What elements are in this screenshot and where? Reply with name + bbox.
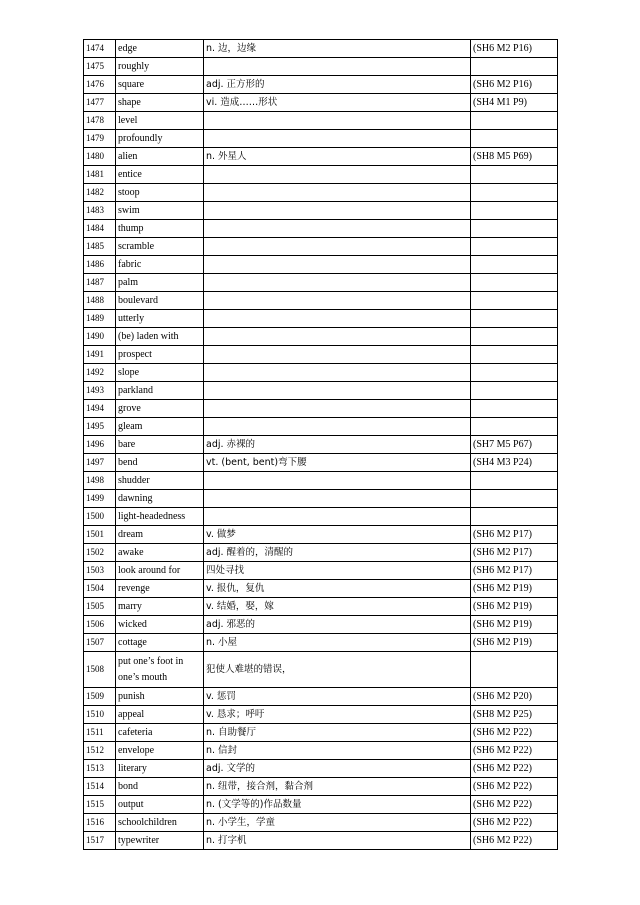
chinese-definition (204, 364, 471, 382)
table-row (84, 310, 558, 328)
table-row (84, 454, 558, 472)
entry-number: 1486 (84, 256, 116, 274)
english-word: wicked (116, 616, 204, 634)
textbook-source: (SH6 M2 P22) (471, 724, 558, 742)
textbook-source (471, 58, 558, 76)
table-row (84, 472, 558, 490)
textbook-source: (SH8 M2 P25) (471, 706, 558, 724)
chinese-definition: n. 信封 (204, 742, 471, 760)
table-row (84, 724, 558, 742)
textbook-source: (SH6 M2 P16) (471, 76, 558, 94)
table-row (84, 706, 558, 724)
english-word: appeal (116, 706, 204, 724)
textbook-source (471, 364, 558, 382)
table-row (84, 652, 558, 688)
chinese-definition (204, 310, 471, 328)
english-word: prospect (116, 346, 204, 364)
textbook-source (471, 472, 558, 490)
table-row (84, 616, 558, 634)
english-word: slope (116, 364, 204, 382)
chinese-definition (204, 58, 471, 76)
chinese-definition: n. 打字机 (204, 832, 471, 850)
entry-number: 1476 (84, 76, 116, 94)
chinese-definition (204, 490, 471, 508)
table-row (84, 490, 558, 508)
chinese-definition: n. 小屋 (204, 634, 471, 652)
chinese-definition (204, 112, 471, 130)
chinese-definition: adj. 邪恶的 (204, 616, 471, 634)
english-word: thump (116, 220, 204, 238)
chinese-definition (204, 274, 471, 292)
english-word: literary (116, 760, 204, 778)
entry-number: 1481 (84, 166, 116, 184)
table-row (84, 274, 558, 292)
textbook-source: (SH6 M2 P22) (471, 832, 558, 850)
chinese-definition: n. 自助餐厅 (204, 724, 471, 742)
entry-number: 1509 (84, 688, 116, 706)
entry-number: 1475 (84, 58, 116, 76)
table-row (84, 382, 558, 400)
chinese-definition (204, 346, 471, 364)
table-row (84, 634, 558, 652)
english-word: (be) laden with (116, 328, 204, 346)
table-row (84, 562, 558, 580)
table-row (84, 148, 558, 166)
textbook-source: (SH6 M2 P22) (471, 742, 558, 760)
textbook-source (471, 112, 558, 130)
english-word: put one’s foot in one’s mouth (116, 652, 204, 688)
textbook-source: (SH6 M2 P19) (471, 580, 558, 598)
table-row (84, 76, 558, 94)
chinese-definition: n. 纽带，接合剂，黏合剂 (204, 778, 471, 796)
english-word: revenge (116, 580, 204, 598)
english-word: square (116, 76, 204, 94)
textbook-source: (SH6 M2 P17) (471, 562, 558, 580)
entry-number: 1497 (84, 454, 116, 472)
chinese-definition: adj. 正方形的 (204, 76, 471, 94)
entry-number: 1504 (84, 580, 116, 598)
chinese-definition: n. 小学生，学童 (204, 814, 471, 832)
chinese-definition (204, 382, 471, 400)
chinese-definition: n. (文学等的)作品数量 (204, 796, 471, 814)
table-row (84, 130, 558, 148)
table-row (84, 544, 558, 562)
textbook-source: (SH6 M2 P22) (471, 814, 558, 832)
textbook-source (471, 382, 558, 400)
entry-number: 1478 (84, 112, 116, 130)
english-word: shudder (116, 472, 204, 490)
english-word: gleam (116, 418, 204, 436)
textbook-source: (SH4 M1 P9) (471, 94, 558, 112)
textbook-source (471, 328, 558, 346)
english-word: bend (116, 454, 204, 472)
entry-number: 1510 (84, 706, 116, 724)
entry-number: 1498 (84, 472, 116, 490)
english-word: stoop (116, 184, 204, 202)
english-word: cottage (116, 634, 204, 652)
textbook-source (471, 202, 558, 220)
english-word: scramble (116, 238, 204, 256)
entry-number: 1484 (84, 220, 116, 238)
english-word: parkland (116, 382, 204, 400)
english-word: output (116, 796, 204, 814)
entry-number: 1505 (84, 598, 116, 616)
english-word: profoundly (116, 130, 204, 148)
entry-number: 1488 (84, 292, 116, 310)
table-row (84, 166, 558, 184)
english-word: marry (116, 598, 204, 616)
chinese-definition: adj. 醒着的，清醒的 (204, 544, 471, 562)
entry-number: 1490 (84, 328, 116, 346)
textbook-source: (SH6 M2 P17) (471, 526, 558, 544)
english-word: level (116, 112, 204, 130)
entry-number: 1506 (84, 616, 116, 634)
english-word: roughly (116, 58, 204, 76)
chinese-definition: vt. (bent, bent)弯下腰 (204, 454, 471, 472)
chinese-definition: n. 边，边缘 (204, 40, 471, 58)
table-row (84, 202, 558, 220)
english-word: awake (116, 544, 204, 562)
english-word: light-headedness (116, 508, 204, 526)
english-word: boulevard (116, 292, 204, 310)
entry-number: 1491 (84, 346, 116, 364)
entry-number: 1494 (84, 400, 116, 418)
textbook-source (471, 418, 558, 436)
textbook-source: (SH8 M5 P69) (471, 148, 558, 166)
entry-number: 1513 (84, 760, 116, 778)
entry-number: 1483 (84, 202, 116, 220)
textbook-source (471, 400, 558, 418)
table-row (84, 526, 558, 544)
entry-number: 1485 (84, 238, 116, 256)
table-row (84, 292, 558, 310)
chinese-definition (204, 472, 471, 490)
english-word: utterly (116, 310, 204, 328)
textbook-source (471, 184, 558, 202)
textbook-source (471, 310, 558, 328)
chinese-definition: v. 结婚，娶，嫁 (204, 598, 471, 616)
entry-number: 1503 (84, 562, 116, 580)
textbook-source: (SH6 M2 P19) (471, 634, 558, 652)
table-row (84, 112, 558, 130)
entry-number: 1515 (84, 796, 116, 814)
entry-number: 1508 (84, 652, 116, 688)
table-row (84, 814, 558, 832)
entry-number: 1495 (84, 418, 116, 436)
english-word: cafeteria (116, 724, 204, 742)
chinese-definition (204, 418, 471, 436)
english-word: bare (116, 436, 204, 454)
textbook-source (471, 238, 558, 256)
textbook-source: (SH6 M2 P22) (471, 778, 558, 796)
entry-number: 1474 (84, 40, 116, 58)
entry-number: 1487 (84, 274, 116, 292)
english-word: alien (116, 148, 204, 166)
textbook-source (471, 166, 558, 184)
english-word: bond (116, 778, 204, 796)
table-row (84, 580, 558, 598)
chinese-definition (204, 328, 471, 346)
table-row (84, 778, 558, 796)
textbook-source (471, 652, 558, 688)
textbook-source: (SH7 M5 P67) (471, 436, 558, 454)
chinese-definition (204, 400, 471, 418)
chinese-definition: v. 恳求；呼吁 (204, 706, 471, 724)
entry-number: 1482 (84, 184, 116, 202)
english-word: envelope (116, 742, 204, 760)
entry-number: 1493 (84, 382, 116, 400)
chinese-definition: vi. 造成……形状 (204, 94, 471, 112)
chinese-definition (204, 220, 471, 238)
table-row (84, 436, 558, 454)
chinese-definition: adj. 文学的 (204, 760, 471, 778)
table-row (84, 760, 558, 778)
entry-number: 1516 (84, 814, 116, 832)
chinese-definition: 四处寻找 (204, 562, 471, 580)
english-word: swim (116, 202, 204, 220)
entry-number: 1517 (84, 832, 116, 850)
chinese-definition: v. 报仇，复仇 (204, 580, 471, 598)
english-word: entice (116, 166, 204, 184)
chinese-definition (204, 166, 471, 184)
english-word: edge (116, 40, 204, 58)
table-row (84, 796, 558, 814)
entry-number: 1477 (84, 94, 116, 112)
textbook-source (471, 508, 558, 526)
table-row (84, 742, 558, 760)
table-row (84, 58, 558, 76)
english-word: typewriter (116, 832, 204, 850)
table-row (84, 220, 558, 238)
chinese-definition: v. 做梦 (204, 526, 471, 544)
table-row (84, 328, 558, 346)
chinese-definition: v. 惩罚 (204, 688, 471, 706)
table-row (84, 400, 558, 418)
textbook-source (471, 274, 558, 292)
english-word: dawning (116, 490, 204, 508)
entry-number: 1502 (84, 544, 116, 562)
english-word: palm (116, 274, 204, 292)
textbook-source: (SH6 M2 P16) (471, 40, 558, 58)
entry-number: 1489 (84, 310, 116, 328)
english-word: dream (116, 526, 204, 544)
chinese-definition (204, 184, 471, 202)
chinese-definition (204, 130, 471, 148)
textbook-source: (SH4 M3 P24) (471, 454, 558, 472)
textbook-source: (SH6 M2 P20) (471, 688, 558, 706)
entry-number: 1514 (84, 778, 116, 796)
vocabulary-table-body (84, 40, 558, 850)
entry-number: 1492 (84, 364, 116, 382)
english-word: shape (116, 94, 204, 112)
textbook-source (471, 220, 558, 238)
textbook-source: (SH6 M2 P19) (471, 598, 558, 616)
english-word: punish (116, 688, 204, 706)
chinese-definition (204, 202, 471, 220)
entry-number: 1511 (84, 724, 116, 742)
table-row (84, 40, 558, 58)
table-row (84, 832, 558, 850)
table-row (84, 418, 558, 436)
chinese-definition: n. 外星人 (204, 148, 471, 166)
table-row (84, 184, 558, 202)
entry-number: 1507 (84, 634, 116, 652)
chinese-definition: adj. 赤裸的 (204, 436, 471, 454)
english-word: fabric (116, 256, 204, 274)
table-row (84, 598, 558, 616)
chinese-definition (204, 292, 471, 310)
textbook-source (471, 346, 558, 364)
english-word: grove (116, 400, 204, 418)
table-row (84, 346, 558, 364)
table-row (84, 238, 558, 256)
table-row (84, 256, 558, 274)
textbook-source: (SH6 M2 P17) (471, 544, 558, 562)
textbook-source: (SH6 M2 P19) (471, 616, 558, 634)
textbook-source (471, 490, 558, 508)
textbook-source (471, 256, 558, 274)
english-word: look around for (116, 562, 204, 580)
chinese-definition: 犯使人难堪的错误， (204, 652, 471, 688)
entry-number: 1512 (84, 742, 116, 760)
entry-number: 1496 (84, 436, 116, 454)
entry-number: 1500 (84, 508, 116, 526)
chinese-definition (204, 256, 471, 274)
textbook-source: (SH6 M2 P22) (471, 760, 558, 778)
english-word: schoolchildren (116, 814, 204, 832)
vocabulary-table (83, 39, 558, 850)
entry-number: 1501 (84, 526, 116, 544)
table-row (84, 508, 558, 526)
table-row (84, 94, 558, 112)
textbook-source (471, 130, 558, 148)
chinese-definition (204, 508, 471, 526)
entry-number: 1480 (84, 148, 116, 166)
entry-number: 1499 (84, 490, 116, 508)
table-row (84, 364, 558, 382)
textbook-source (471, 292, 558, 310)
chinese-definition (204, 238, 471, 256)
entry-number: 1479 (84, 130, 116, 148)
table-row (84, 688, 558, 706)
textbook-source: (SH6 M2 P22) (471, 796, 558, 814)
